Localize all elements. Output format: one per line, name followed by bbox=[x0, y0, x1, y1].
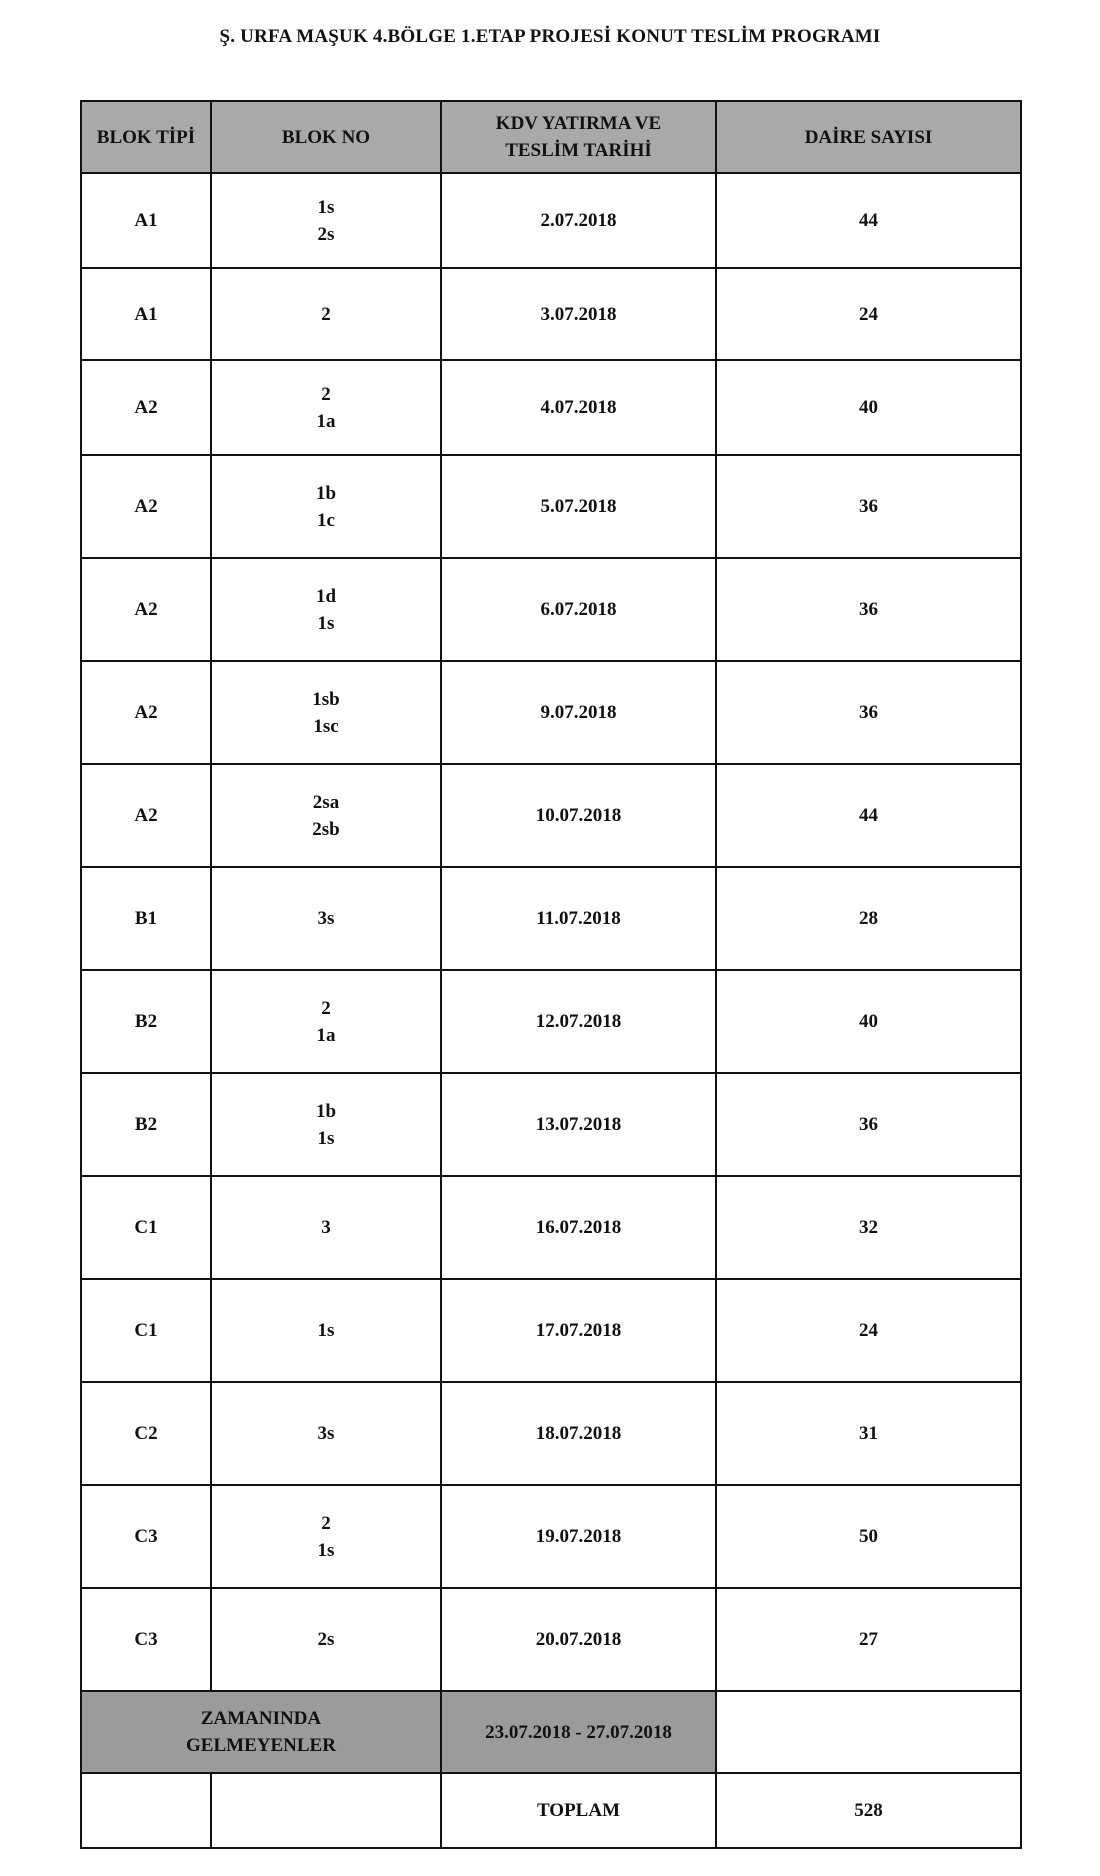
header-date-line2: TESLİM TARİHİ bbox=[505, 140, 652, 161]
cell-blok-no bbox=[211, 1176, 441, 1279]
cell-blok-tipi: A1 bbox=[81, 173, 211, 268]
table-row bbox=[81, 867, 1021, 970]
table-row bbox=[81, 360, 1021, 455]
cell-date: 18.07.2018 bbox=[441, 1382, 716, 1485]
cell-blok-tipi: A2 bbox=[81, 764, 211, 867]
table-row bbox=[81, 1073, 1021, 1176]
blok-no-line1: 3s bbox=[317, 1423, 335, 1444]
cell-date: 20.07.2018 bbox=[441, 1588, 716, 1691]
header-date-line1: KDV YATIRMA VE bbox=[495, 113, 662, 134]
cell-date: 2.07.2018 bbox=[441, 173, 716, 268]
blok-no-line1: 1b bbox=[315, 1100, 337, 1122]
cell-blok-tipi: A2 bbox=[81, 661, 211, 764]
blok-no-line1: 1s bbox=[317, 196, 335, 218]
cell-blok-no bbox=[211, 268, 441, 360]
table-row bbox=[81, 764, 1021, 867]
cell-blok-tipi: A2 bbox=[81, 455, 211, 558]
cell-daire-sayisi: 40 bbox=[716, 970, 1021, 1073]
late-label-line1: ZAMANINDA bbox=[200, 1708, 322, 1729]
total-value: 528 bbox=[716, 1773, 1021, 1848]
late-arrivals-empty-cell bbox=[716, 1691, 1021, 1773]
table-row bbox=[81, 173, 1021, 268]
cell-daire-sayisi: 50 bbox=[716, 1485, 1021, 1588]
table-row bbox=[81, 268, 1021, 360]
table-row bbox=[81, 1279, 1021, 1382]
cell-blok-no bbox=[211, 1588, 441, 1691]
blok-no-line1: 1sb bbox=[312, 688, 340, 710]
blok-no-line1: 3s bbox=[317, 908, 335, 929]
cell-blok-no bbox=[211, 1485, 441, 1588]
page-title: Ş. URFA MAŞUK 4.BÖLGE 1.ETAP PROJESİ KONUT TESLİM PROGRAMI bbox=[219, 26, 881, 47]
cell-daire-sayisi: 31 bbox=[716, 1382, 1021, 1485]
table-row bbox=[81, 970, 1021, 1073]
cell-blok-no bbox=[211, 1382, 441, 1485]
blok-no-line1: 2 bbox=[321, 303, 331, 325]
cell-daire-sayisi: 32 bbox=[716, 1176, 1021, 1279]
cell-date: 9.07.2018 bbox=[441, 661, 716, 764]
table-row bbox=[81, 661, 1021, 764]
cell-daire-sayisi: 24 bbox=[716, 1279, 1021, 1382]
blok-no-line1: 2sa bbox=[312, 791, 340, 813]
cell-daire-sayisi: 24 bbox=[716, 268, 1021, 360]
total-empty-cell bbox=[81, 1773, 211, 1848]
blok-no-line2: 2s bbox=[317, 223, 335, 245]
cell-daire-sayisi: 44 bbox=[716, 173, 1021, 268]
cell-blok-no bbox=[211, 970, 441, 1073]
cell-blok-tipi: B2 bbox=[81, 1073, 211, 1176]
cell-blok-no bbox=[211, 1279, 441, 1382]
cell-date: 3.07.2018 bbox=[441, 268, 716, 360]
cell-daire-sayisi: 36 bbox=[716, 661, 1021, 764]
cell-date: 11.07.2018 bbox=[441, 867, 716, 970]
blok-no-line2: 1sc bbox=[313, 715, 339, 737]
cell-daire-sayisi: 40 bbox=[716, 360, 1021, 455]
cell-daire-sayisi: 28 bbox=[716, 867, 1021, 970]
total-empty-cell bbox=[211, 1773, 441, 1848]
cell-date: 4.07.2018 bbox=[441, 360, 716, 455]
cell-blok-no bbox=[211, 173, 441, 268]
blok-no-line1: 1s bbox=[317, 1320, 335, 1341]
cell-blok-no bbox=[211, 764, 441, 867]
cell-date: 6.07.2018 bbox=[441, 558, 716, 661]
blok-no-line1: 2 bbox=[321, 1512, 331, 1534]
cell-date: 5.07.2018 bbox=[441, 455, 716, 558]
table-row bbox=[81, 1588, 1021, 1691]
late-arrivals-row bbox=[81, 1691, 1021, 1773]
blok-no-line2: 1s bbox=[317, 612, 335, 634]
cell-blok-tipi: A1 bbox=[81, 268, 211, 360]
table-row bbox=[81, 1382, 1021, 1485]
cell-blok-tipi: C3 bbox=[81, 1588, 211, 1691]
cell-blok-no bbox=[211, 1073, 441, 1176]
table-header-row bbox=[81, 101, 1021, 173]
cell-blok-no bbox=[211, 867, 441, 970]
blok-no-line2: 2sb bbox=[312, 818, 340, 840]
cell-blok-tipi: C3 bbox=[81, 1485, 211, 1588]
cell-blok-no bbox=[211, 661, 441, 764]
header-blok-tipi: BLOK TİPİ bbox=[81, 101, 211, 173]
cell-date: 17.07.2018 bbox=[441, 1279, 716, 1382]
delivery-schedule-table bbox=[80, 100, 1022, 1849]
header-delivery-date bbox=[441, 101, 716, 173]
cell-blok-tipi: C1 bbox=[81, 1176, 211, 1279]
blok-no-line2: 1a bbox=[316, 1024, 336, 1046]
blok-no-line1: 3 bbox=[321, 1217, 331, 1238]
cell-blok-tipi: A2 bbox=[81, 558, 211, 661]
cell-daire-sayisi: 27 bbox=[716, 1588, 1021, 1691]
cell-blok-tipi: C1 bbox=[81, 1279, 211, 1382]
total-label: TOPLAM bbox=[441, 1773, 716, 1848]
late-label-line2: GELMEYENLER bbox=[186, 1735, 336, 1756]
cell-daire-sayisi: 44 bbox=[716, 764, 1021, 867]
blok-no-line2: 1a bbox=[316, 410, 336, 432]
table-row bbox=[81, 1176, 1021, 1279]
late-arrivals-date-range: 23.07.2018 - 27.07.2018 bbox=[441, 1691, 716, 1773]
table-row bbox=[81, 558, 1021, 661]
cell-date: 19.07.2018 bbox=[441, 1485, 716, 1588]
cell-blok-no bbox=[211, 558, 441, 661]
cell-blok-tipi: B2 bbox=[81, 970, 211, 1073]
blok-no-line1: 1d bbox=[315, 585, 337, 607]
cell-blok-tipi: C2 bbox=[81, 1382, 211, 1485]
cell-date: 10.07.2018 bbox=[441, 764, 716, 867]
total-row bbox=[81, 1773, 1021, 1848]
blok-no-line1: 2 bbox=[321, 997, 331, 1019]
cell-blok-no bbox=[211, 360, 441, 455]
cell-blok-no bbox=[211, 455, 441, 558]
cell-daire-sayisi: 36 bbox=[716, 558, 1021, 661]
cell-date: 16.07.2018 bbox=[441, 1176, 716, 1279]
blok-no-line1: 1b bbox=[315, 482, 337, 504]
blok-no-line2: 1c bbox=[317, 509, 335, 531]
blok-no-line1: 2 bbox=[321, 383, 331, 405]
table-row bbox=[81, 455, 1021, 558]
late-arrivals-label bbox=[81, 1691, 441, 1773]
cell-daire-sayisi: 36 bbox=[716, 455, 1021, 558]
blok-no-line2: 1s bbox=[317, 1539, 335, 1561]
blok-no-line2: 1s bbox=[317, 1127, 335, 1149]
cell-blok-tipi: B1 bbox=[81, 867, 211, 970]
table-row bbox=[81, 1485, 1021, 1588]
cell-daire-sayisi: 36 bbox=[716, 1073, 1021, 1176]
header-blok-no: BLOK NO bbox=[211, 101, 441, 173]
cell-date: 12.07.2018 bbox=[441, 970, 716, 1073]
blok-no-line1: 2s bbox=[317, 1629, 335, 1650]
cell-blok-tipi: A2 bbox=[81, 360, 211, 455]
header-daire-sayisi: DAİRE SAYISI bbox=[716, 101, 1021, 173]
cell-date: 13.07.2018 bbox=[441, 1073, 716, 1176]
